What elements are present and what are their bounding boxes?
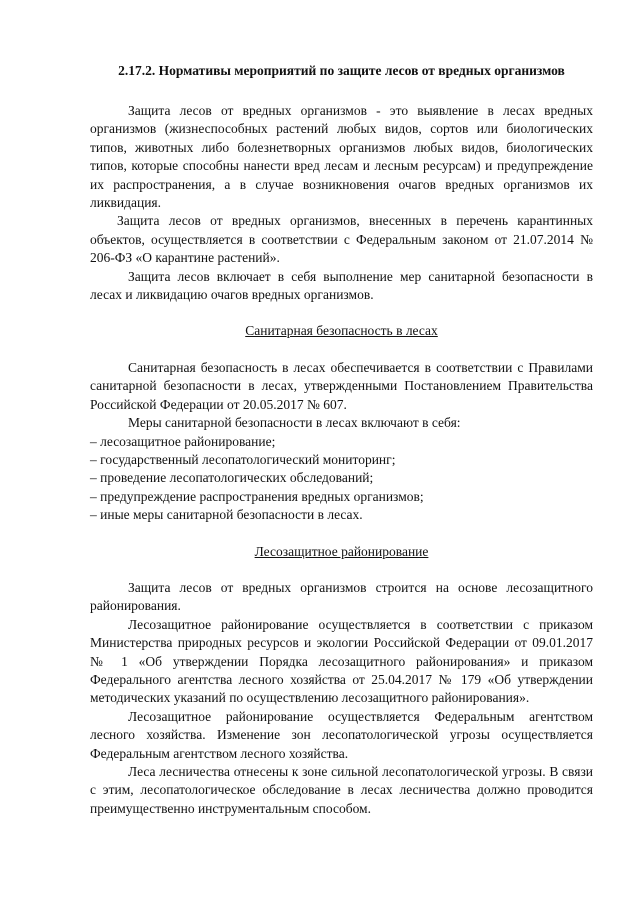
sanitary-measures-list <box>90 433 593 525</box>
list-item: – государственный лесопатологический мониторинг; <box>90 451 396 467</box>
zoning-paragraph-4: Леса лесничества отнесены к зоне сильной лесопатологической угрозы. В связи с этим, лесопатологическое обследование в лесах лесничества должно проводится преимущественно инструментальным способом. <box>90 764 593 816</box>
sanitary-paragraph-2: Меры санитарной безопасности в лесах включают в себя: <box>128 415 461 431</box>
zoning-paragraph-3: Лесозащитное районирование осуществляется Федеральным агентством лесного хозяйства. Изменение зон лесопатологической угрозы осуществляется Федеральным агентством лесного хозяйства. <box>90 708 593 761</box>
list-item: – проведение лесопатологических обследований; <box>90 470 374 486</box>
zoning-paragraph-2: Лесозащитное районирование осуществляется в соответствии с приказом Министерства природных ресурсов и экологии Российской Федерации от 09.01.2017 № 1 «Об утверждении Порядка лесозащитного районирования» и приказом Федерального агентства лесного хозяйства от 25.04.2017 № 179 «Об утверждении методических указаний по осуществлению лесозащитного районирования». <box>90 616 593 706</box>
sanitary-heading: Санитарная безопасность в лесах <box>245 323 438 339</box>
intro-paragraph-1: Защита лесов от вредных организмов - это выявление в лесах вредных организмов (жизнеспособных растений любых видов, сортов или биологических типов, животных либо болезнетворных организмов любых видов, биологических типов, которые способны нанести вред лесам и лесным ресурсам) и предупреждение их распространения, а в случае возникновения очагов вредных организмов их ликвидация. <box>90 103 593 211</box>
intro-paragraph-2: Защита лесов от вредных организмов, внесенных в перечень карантинных объектов, осуществляется в соответствии с Федеральным законом от 21.07.2014 № 206-ФЗ «О карантине растений». <box>90 213 593 266</box>
section-title: 2.17.2. Нормативы мероприятий по защите лесов от вредных организмов <box>118 63 565 78</box>
zoning-paragraph-1: Защита лесов от вредных организмов строится на основе лесозащитного районирования. <box>90 579 593 614</box>
document-page <box>90 62 593 818</box>
sanitary-paragraph-1: Санитарная безопасность в лесах обеспечивается в соответствии с Правилами санитарной безопасности в лесах, утвержденными Постановлением Правительства Российской Федерации от 20.05.2017 № 607. <box>90 359 593 412</box>
list-item: – иные меры санитарной безопасности в лесах. <box>90 507 363 523</box>
zoning-heading: Лесозащитное районирование <box>254 543 429 559</box>
intro-paragraph-3: Защита лесов включает в себя выполнение мер санитарной безопасности в лесах и ликвидацию очагов вредных организмов. <box>90 268 593 303</box>
list-item: – предупреждение распространения вредных организмов; <box>90 488 424 504</box>
list-item: – лесозащитное районирование; <box>90 433 276 449</box>
